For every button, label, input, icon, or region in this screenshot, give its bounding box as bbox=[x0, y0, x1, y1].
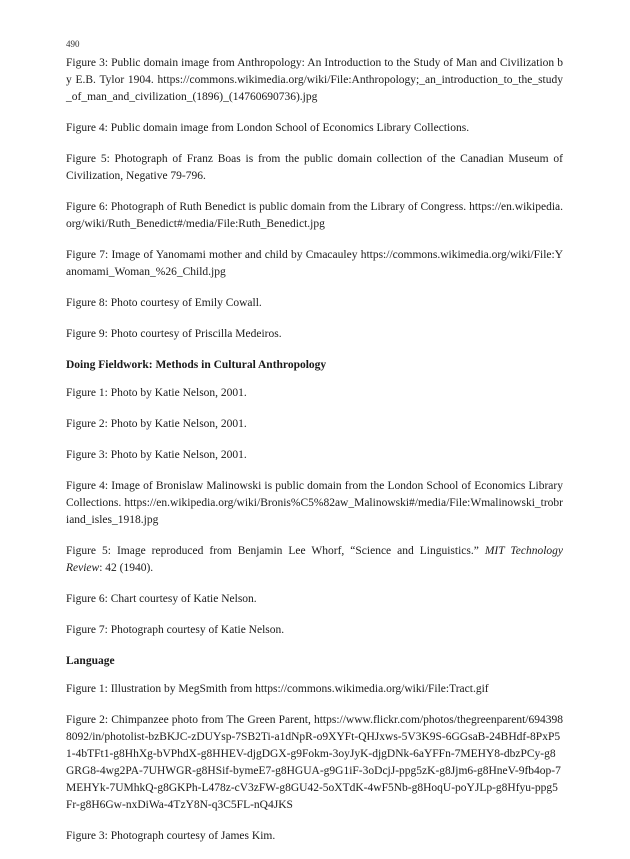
fieldwork-figure-1-credit: Figure 1: Photo by Katie Nelson, 2001. bbox=[66, 387, 247, 399]
fieldwork-figure-3-credit: Figure 3: Photo by Katie Nelson, 2001. bbox=[66, 449, 247, 461]
intro-figure-3-credit: Figure 3: Public domain image from Anthropology: An Introduction to the Study of Man and Civilization by E.B. Tylor 1904. https://commons.wikimedia.org/wiki/File:Anthropology;_an_introduction_to_the_study_of_man_and_civilization_(1896)_(14760690736).jpg bbox=[66, 57, 563, 103]
language-figure-2-credit: Figure 2: Chimpanzee photo from The Green Parent, https://www.flickr.com/photos/thegreenparent/6943988092/in/photolist-bzBKJC-zDUYsp-7SB2Ti-a1dNpR-o9XYFt-QHJxws-5V3K9S-6GGsaB-24BHdf-8PxP51-4bTFt1-g8HhXg-bVPhdX-g8HHEV-djgDGX-g9Fokm-3oyJyK-djgDNk-6aYFFn-7MEHY8-dbzPCy-g8GRG8-4wg2PA-7UHWGR-g8HSif-bymeE7-g8HGUA-g9G1iF-3oDcjJ-ppg5zK-g8Jjm6-g8HneV-9fb4op-7MEHYk-7UMhkQ-g8GKPh-L478z-cV3zFW-g8GU42-5oXTdK-4wF5Nb-g8HoqU-poYJLp-g8Hfyu-ppg5Fr-g8H6Gw-nxDiWa-4TzY8N-q3C5FL-nQ4JKS bbox=[66, 714, 563, 811]
intro-figure-9-credit: Figure 9: Photo courtesy of Priscilla Medeiros. bbox=[66, 328, 282, 340]
language-figure-3-credit: Figure 3: Photograph courtesy of James Kim. bbox=[66, 830, 276, 842]
page-number: 490 bbox=[66, 39, 80, 49]
fieldwork-figure-5-prefix: Figure 5: Image reproduced from Benjamin Lee Whorf, “Science and Linguistics.” bbox=[66, 545, 479, 557]
fieldwork-figure-5-journal: MIT Technology Review bbox=[66, 545, 564, 574]
fieldwork-figure-5-credit bbox=[66, 543, 563, 577]
fieldwork-figure-2-credit: Figure 2: Photo by Katie Nelson, 2001. bbox=[66, 418, 247, 430]
section-heading-fieldwork: Doing Fieldwork: Methods in Cultural Anthropology bbox=[66, 359, 327, 371]
intro-figure-6-credit: Figure 6: Photograph of Ruth Benedict is public domain from the Library of Congress. https://en.wikipedia.org/wiki/Ruth_Benedict#/media/File:Ruth_Benedict.jpg bbox=[66, 201, 563, 230]
fieldwork-figure-6-credit: Figure 6: Chart courtesy of Katie Nelson. bbox=[66, 593, 257, 605]
fieldwork-figure-5-suffix: : 42 (1940). bbox=[99, 562, 154, 574]
fieldwork-figure-7-credit: Figure 7: Photograph courtesy of Katie Nelson. bbox=[66, 624, 285, 636]
intro-figure-7-credit: Figure 7: Image of Yanomami mother and child by Cmacauley https://commons.wikimedia.org/wiki/File:Yanomami_Woman_%26_Child.jpg bbox=[66, 249, 563, 278]
fieldwork-figure-4-credit: Figure 4: Image of Bronislaw Malinowski is public domain from the London School of Economics Library Collections. https://en.wikipedia.org/wiki/Bronis%C5%82aw_Malinowski#/media/File:Wmalinowski_trobriand_isles_1918.jpg bbox=[66, 480, 563, 526]
intro-figure-8-credit: Figure 8: Photo courtesy of Emily Cowall. bbox=[66, 297, 262, 309]
intro-figure-4-credit: Figure 4: Public domain image from London School of Economics Library Collections. bbox=[66, 122, 470, 134]
intro-figure-5-credit: Figure 5: Photograph of Franz Boas is from the public domain collection of the Canadian Museum of Civilization, Negative 79-796. bbox=[66, 153, 563, 182]
section-heading-language: Language bbox=[66, 655, 115, 667]
language-figure-1-credit: Figure 1: Illustration by MegSmith from https://commons.wikimedia.org/wiki/File:Tract.gif bbox=[66, 683, 489, 695]
credits-content bbox=[66, 55, 563, 859]
